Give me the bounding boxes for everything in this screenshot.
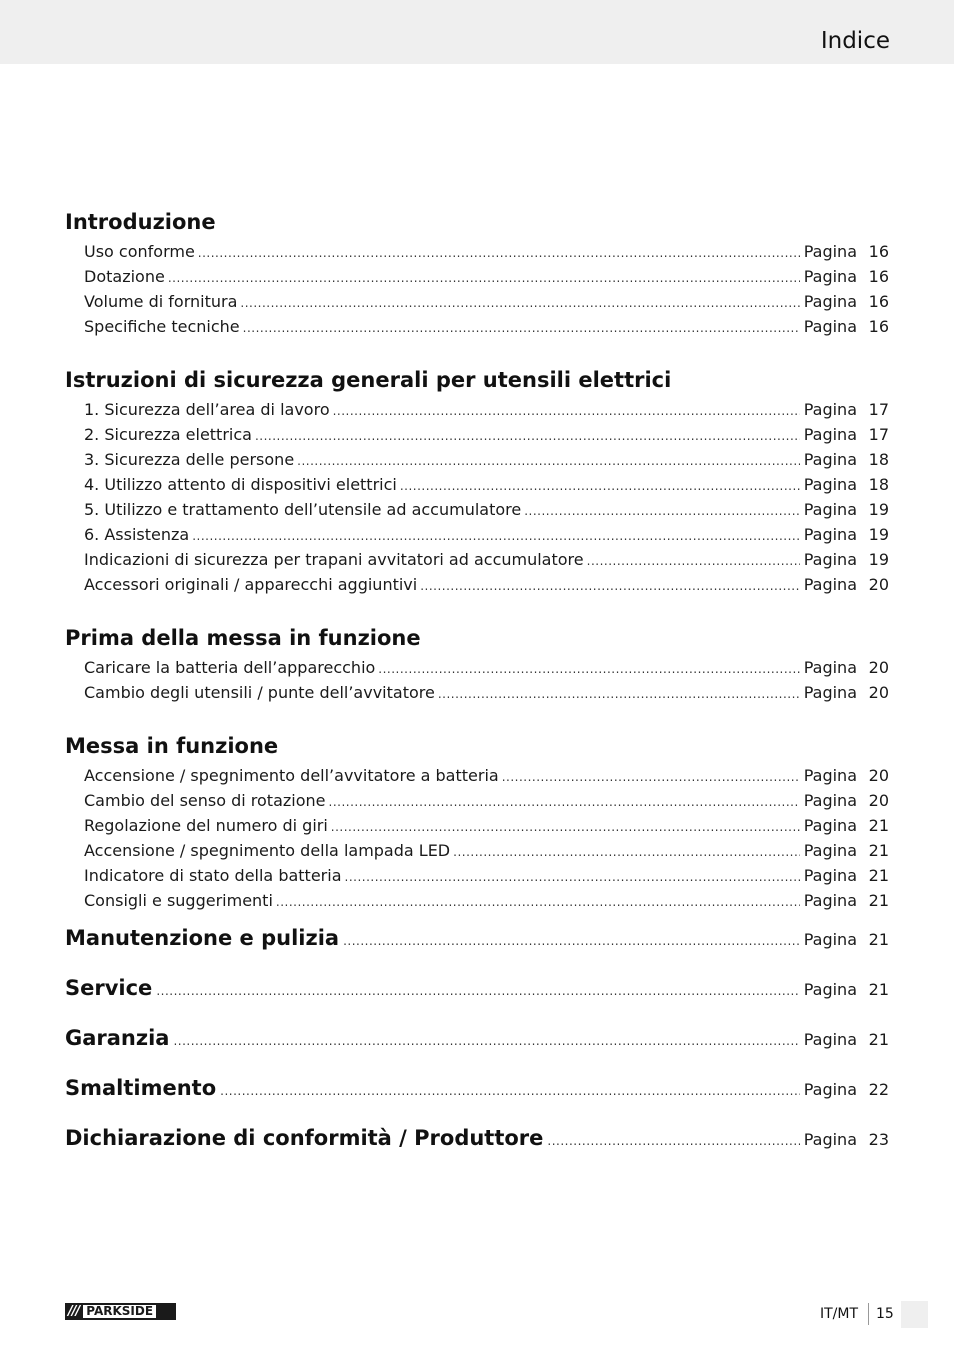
toc-entry[interactable] bbox=[65, 397, 889, 422]
entry-label: Volume di fornitura bbox=[84, 292, 238, 311]
dot-leader bbox=[198, 241, 800, 266]
parkside-logo bbox=[65, 1303, 176, 1320]
page-number: 16 bbox=[868, 317, 889, 336]
dot-leader bbox=[547, 1116, 799, 1166]
page-number: 18 bbox=[868, 475, 889, 494]
page-number: 18 bbox=[868, 450, 889, 469]
dot-leader bbox=[438, 682, 800, 707]
page-number: 19 bbox=[868, 525, 889, 544]
page-number: 20 bbox=[868, 575, 889, 594]
dot-leader bbox=[329, 790, 800, 815]
page-number-footer: 15 bbox=[876, 1306, 894, 1322]
dot-leader bbox=[331, 815, 800, 840]
dot-leader bbox=[345, 865, 800, 890]
page-number: 19 bbox=[868, 550, 889, 569]
toc-main-entry[interactable] bbox=[65, 1113, 889, 1163]
section-title: Smaltimento bbox=[65, 1076, 217, 1100]
dot-leader bbox=[378, 657, 799, 682]
page-number: 21 bbox=[868, 816, 889, 835]
page-word: Pagina bbox=[803, 791, 857, 810]
section-title: Manutenzione e pulizia bbox=[65, 926, 340, 950]
page-word: Pagina bbox=[803, 575, 857, 594]
page-word: Pagina bbox=[803, 766, 857, 785]
section-title: Istruzioni di sicurezza generali per utensili elettrici bbox=[65, 368, 672, 392]
toc-entry[interactable] bbox=[65, 314, 889, 339]
dot-leader bbox=[420, 574, 800, 599]
toc-entry[interactable] bbox=[65, 813, 889, 838]
entry-label: Dotazione bbox=[84, 267, 165, 286]
toc-entry[interactable] bbox=[65, 289, 889, 314]
entry-label: Accessori originali / apparecchi aggiuntivi bbox=[84, 575, 418, 594]
page-number: 16 bbox=[868, 242, 889, 261]
entry-label: 3. Sicurezza delle persone bbox=[84, 450, 295, 469]
section-title: Introduzione bbox=[65, 210, 216, 234]
page-word: Pagina bbox=[803, 292, 857, 311]
dot-leader bbox=[297, 449, 800, 474]
logo-slashes: /// bbox=[68, 1304, 80, 1319]
entry-label: Specifiche tecniche bbox=[84, 317, 240, 336]
page-number: 21 bbox=[868, 980, 889, 999]
section-title: Prima della messa in funzione bbox=[65, 626, 421, 650]
page-word: Pagina bbox=[803, 500, 857, 519]
toc-entry[interactable] bbox=[65, 888, 889, 913]
page-number: 20 bbox=[868, 766, 889, 785]
table-of-contents bbox=[65, 206, 889, 1163]
page-word: Pagina bbox=[803, 891, 857, 910]
dot-leader bbox=[173, 1016, 799, 1066]
page-number: 20 bbox=[868, 791, 889, 810]
page-title: Indice bbox=[820, 28, 890, 54]
dot-leader bbox=[220, 1066, 800, 1116]
toc-main-entry[interactable] bbox=[65, 1063, 889, 1113]
page-word: Pagina bbox=[803, 658, 857, 677]
toc-section bbox=[65, 622, 889, 705]
page-word: Pagina bbox=[803, 683, 857, 702]
footer-tab-box bbox=[901, 1301, 928, 1328]
page-number: 16 bbox=[868, 267, 889, 286]
toc-main-entry[interactable] bbox=[65, 913, 889, 963]
section-title: Garanzia bbox=[65, 1026, 170, 1050]
toc-main-entry[interactable] bbox=[65, 963, 889, 1013]
entry-label: 5. Utilizzo e trattamento dell’utensile ad accumulatore bbox=[84, 500, 522, 519]
page-word: Pagina bbox=[803, 1030, 857, 1049]
dot-leader bbox=[587, 549, 800, 574]
page-number: 19 bbox=[868, 500, 889, 519]
toc-entry[interactable] bbox=[65, 863, 889, 888]
page-word: Pagina bbox=[803, 267, 857, 286]
page-word: Pagina bbox=[803, 1130, 857, 1149]
dot-leader bbox=[333, 399, 800, 424]
page-number: 17 bbox=[868, 425, 889, 444]
toc-entry[interactable] bbox=[65, 763, 889, 788]
page-word: Pagina bbox=[803, 866, 857, 885]
page-number: 21 bbox=[868, 891, 889, 910]
toc-main-entry[interactable] bbox=[65, 1013, 889, 1063]
toc-entry[interactable] bbox=[65, 547, 889, 572]
entry-label: Indicatore di stato della batteria bbox=[84, 866, 342, 885]
dot-leader bbox=[502, 765, 800, 790]
toc-entry[interactable] bbox=[65, 264, 889, 289]
entry-label: Accensione / spegnimento della lampada LED bbox=[84, 841, 451, 860]
page-word: Pagina bbox=[803, 1080, 857, 1099]
header-bar bbox=[0, 0, 954, 64]
toc-section bbox=[65, 730, 889, 913]
entry-label: Regolazione del numero di giri bbox=[84, 816, 328, 835]
dot-leader bbox=[243, 316, 800, 341]
entry-label: Consigli e suggerimenti bbox=[84, 891, 273, 910]
page-word: Pagina bbox=[803, 980, 857, 999]
toc-entry[interactable] bbox=[65, 422, 889, 447]
entry-label: Caricare la batteria dell’apparecchio bbox=[84, 658, 376, 677]
toc-section bbox=[65, 364, 889, 597]
page-word: Pagina bbox=[803, 450, 857, 469]
page-word: Pagina bbox=[803, 550, 857, 569]
dot-leader bbox=[343, 916, 800, 966]
section-title: Dichiarazione di conformità / Produttore bbox=[65, 1126, 544, 1150]
page-word: Pagina bbox=[803, 930, 857, 949]
page-number: 21 bbox=[868, 1030, 889, 1049]
page-word: Pagina bbox=[803, 525, 857, 544]
logo-text: PARKSIDE bbox=[83, 1305, 156, 1318]
dot-leader bbox=[192, 524, 800, 549]
page-number: 20 bbox=[868, 683, 889, 702]
toc-entry[interactable] bbox=[65, 572, 889, 597]
dot-leader bbox=[168, 266, 800, 291]
toc-entry[interactable] bbox=[65, 680, 889, 705]
toc-entry[interactable] bbox=[65, 239, 889, 264]
entry-label: 2. Sicurezza elettrica bbox=[84, 425, 252, 444]
dot-leader bbox=[156, 966, 799, 1016]
toc-section bbox=[65, 206, 889, 339]
entry-label: 4. Utilizzo attento di dispositivi elettrici bbox=[84, 475, 397, 494]
page-number: 22 bbox=[868, 1080, 889, 1099]
page-word: Pagina bbox=[803, 317, 857, 336]
entry-label: Indicazioni di sicurezza per trapani avvitatori ad accumulatore bbox=[84, 550, 584, 569]
page-number: 23 bbox=[868, 1130, 889, 1149]
dot-leader bbox=[400, 474, 800, 499]
page-number: 21 bbox=[868, 930, 889, 949]
toc-entry[interactable] bbox=[65, 472, 889, 497]
page-word: Pagina bbox=[803, 400, 857, 419]
page-word: Pagina bbox=[803, 425, 857, 444]
dot-leader bbox=[524, 499, 799, 524]
toc-entry[interactable] bbox=[65, 522, 889, 547]
entry-label: Accensione / spegnimento dell’avvitatore a batteria bbox=[84, 766, 499, 785]
toc-entry[interactable] bbox=[65, 788, 889, 813]
language-code: IT/MT bbox=[820, 1306, 859, 1322]
dot-leader bbox=[255, 424, 800, 449]
entry-label: 6. Assistenza bbox=[84, 525, 190, 544]
section-title: Service bbox=[65, 976, 153, 1000]
page-number: 16 bbox=[868, 292, 889, 311]
page-word: Pagina bbox=[803, 841, 857, 860]
toc-entry[interactable] bbox=[65, 447, 889, 472]
page-word: Pagina bbox=[803, 475, 857, 494]
page-number: 21 bbox=[868, 866, 889, 885]
entry-label: Cambio del senso di rotazione bbox=[84, 791, 326, 810]
entry-label: Cambio degli utensili / punte dell’avvitatore bbox=[84, 683, 435, 702]
page-number: 20 bbox=[868, 658, 889, 677]
section-title: Messa in funzione bbox=[65, 734, 279, 758]
toc-entry[interactable] bbox=[65, 838, 889, 863]
toc-entry[interactable] bbox=[65, 497, 889, 522]
page-word: Pagina bbox=[803, 242, 857, 261]
dot-leader bbox=[453, 840, 800, 865]
footer-divider bbox=[868, 1303, 869, 1325]
page-number: 17 bbox=[868, 400, 889, 419]
page-number: 21 bbox=[868, 841, 889, 860]
toc-entry[interactable] bbox=[65, 655, 889, 680]
entry-label: Uso conforme bbox=[84, 242, 195, 261]
page-word: Pagina bbox=[803, 816, 857, 835]
dot-leader bbox=[240, 291, 799, 316]
entry-label: 1. Sicurezza dell’area di lavoro bbox=[84, 400, 330, 419]
dot-leader bbox=[276, 890, 800, 915]
